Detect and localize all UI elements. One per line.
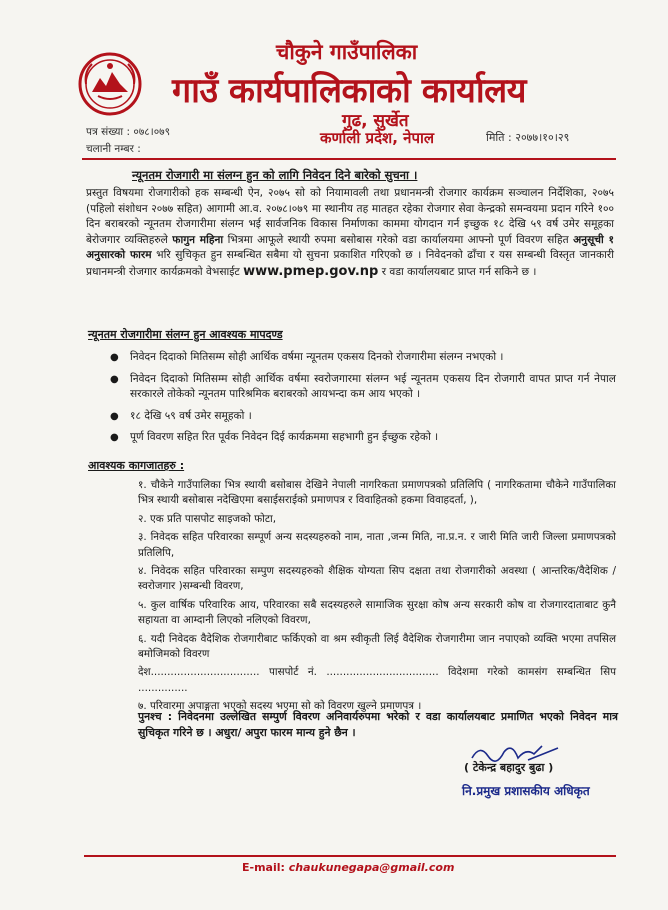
para-part-f: र वडा कार्यालयबाट प्राप्त गर्न सकिने छ । bbox=[381, 265, 537, 278]
document-item: २. एक प्रति पासपोट साइजको फोटा, bbox=[138, 512, 277, 525]
criteria-item: ● १८ देखि ५९ वर्ष उमेर समूहको । bbox=[108, 409, 616, 425]
para-part-c: भित्रमा आफूले स्थायी रुपमा बसोबास गरेको वडा कार्यालयमा आफ्नो पूर्ण विवरण सहित bbox=[227, 233, 569, 246]
notice-title: न्यूनतम रोजगारी मा संलग्न हुन को लागि निवेदन दिने बारेको सुचना । bbox=[132, 168, 418, 182]
office-name: गाउँ कार्यपालिकाको कार्यालय bbox=[172, 71, 526, 111]
footer-divider bbox=[84, 855, 616, 857]
document-item: ७. परिवारमा अपाङ्गता भएको सदस्य भएमा सो को विवरण खुल्ने प्रमाणपत्र । bbox=[138, 700, 422, 713]
documents-list bbox=[138, 478, 616, 718]
document-item: देश................................. पासपोर्ट नं. .................................. विदेशमा गरेको कामसंग सम्बन्धित सिप ............... bbox=[138, 666, 616, 694]
email-label: E-mail: bbox=[242, 861, 285, 874]
municipality-name: चौकुने गाउँपालिका bbox=[276, 40, 418, 64]
dispatch-number: चलानी नम्बर : bbox=[86, 143, 141, 155]
criteria-item: ● पूर्ण विवरण सहित रित पूर्वक निवेदन दिई कार्यक्रममा सहभागी हुन ईच्छुक रहेको । bbox=[108, 430, 616, 446]
signatory-name: ( टेकेन्द्र बहादुर बुढा ) bbox=[464, 761, 554, 774]
footer-email bbox=[242, 861, 454, 874]
criteria-item: ● निवेदन दिदाको मितिसम्म सोही आर्थिक वर्षमा स्वरोजगारमा संलग्न भई न्यूनतम एकसय दिन रोजगारी वापत प्राप्त गर्न नेपाल सरकारले तोकेको न्यूनतम पारिश्रमिक बराबरको आयभन्दा कम आय भएको । bbox=[108, 372, 616, 403]
signatory-title: नि.प्रमुख प्रशासकीय अधिकृत bbox=[462, 784, 590, 798]
notice-paragraph bbox=[86, 186, 614, 281]
para-form-ref: अनुसूची १ अनुसारको फारम bbox=[86, 233, 614, 262]
criteria-list bbox=[108, 350, 616, 452]
para-deadline: फागुन महिना bbox=[172, 233, 224, 246]
letter-date: मिति : २०७७।१०।२९ bbox=[486, 131, 570, 144]
postscript-note: पुनश्च : निवेदनमा उल्लेखित सम्पुर्ण विवरण अनिवार्यरुपमा भरेको र वडा कार्यालयबाट प्रमाणित भएको निवेदन मात्र सुचिकृत गरिने छ । अधुरा/ अपुरा फारम मान्य हुने छैन । bbox=[138, 710, 618, 739]
email-link[interactable]: chaukunegapa@gmail.com bbox=[288, 861, 455, 874]
criteria-item: ● निवेदन दिदाको मितिसम्म सोही आर्थिक वर्षमा न्यूनतम एकसय दिनको रोजगारीमा संलग्न नभएको । bbox=[108, 350, 616, 366]
office-location: गुढ, सुर्खेत bbox=[342, 111, 409, 131]
province-country: कर्णाली प्रदेश, नेपाल bbox=[320, 129, 435, 147]
document-item: ६. यदी निवेदक वैदेशिक रोजगारीबाट फर्किएको वा श्रम स्वीकृती लिई वैदेशिक रोजगारीमा जान नपाएको व्यक्ति भएमा तपसिल बमोजिमको विवरण bbox=[138, 632, 616, 661]
documents-title: आवश्यक कागजातहरु : bbox=[88, 459, 185, 472]
document-item: ३. निवेदक सहित परिवारका सम्पूर्ण अन्य सदस्यहरुको नाम, नाता ,जन्म मिति, ना.प्र.न. र जारी मिति जारी जिल्ला प्रमाणपत्रको प्रतिलिपि, bbox=[138, 531, 616, 559]
website-link[interactable]: www.pmep.gov.np bbox=[243, 263, 379, 279]
para-part-a: प्रस्तुत विषयमा रोजगारीको हक सम्बन्धी ऐन, २०७५ सो को नियामावली तथा प्रधानमन्त्री रोजगार कार्यक्रम सञ्चालन निर्देशिका, २०७५ (पहिलो संशोधन २०७७ सहित) आगामी आ.व. २०७८।०७९ मा स्थानीय तह मातहत रहेका रोजगार सेवा केन्द्रको समन्वयमा प्रदान गरिने १०० दिन बराबरको न्यूनतम रोजगारीमा संलग्न भई सार्वजनिक विकास निर्माणका काममा योगदान गर्न इच्छुक १८ देखि ५९ वर्ष उमेर समूहका बेरोजगार व्यक्तिहरुले bbox=[86, 187, 614, 246]
nepal-government-emblem-icon bbox=[78, 52, 142, 116]
criteria-title: न्यूनतम रोजगारीमा संलग्न हुन आवश्यक मापदण्ड bbox=[88, 328, 283, 341]
header-divider bbox=[82, 158, 616, 160]
para-part-e: भरि सुचिकृत हुन सम्बन्धित सबैमा यो सुचना प्रकाशित गरिएको छ । निवेदनको ढाँचा र यस सम्बन्धी विस्तृत जानकारी प्रधानमन्त्री रोजगार कार्यक्रमको वेभसाईट bbox=[86, 249, 614, 278]
letter-number: पत्र संख्या : ०७८।०७९ bbox=[86, 126, 171, 138]
document-item: ४. निवेदक सहित परिवारका सम्पुण सदस्यहरुको शैक्षिक योग्यता सिप दक्षता तथा रोजगारीको अवस्था ( आन्तरिक/वैदेशिक /स्वरोजगार )सम्बन्धी विवरण, bbox=[138, 565, 616, 593]
document-item: ५. कुल वार्षिक परिवारिक आय, परिवारका सबै सदस्यहरुले सामाजिक सुरक्षा कोष अन्य सरकारी कोष वा रोजगारदाताबाट कुनै सहायता वा आम्दानी लिएको नलिएको विवरण, bbox=[138, 598, 616, 627]
document-item: १. चौकेने गाउँपालिका भित्र स्थायी बसोबास देखिने नेपाली नागरिकता प्रमाणपत्रको प्रतिलिपि ( नागरिकतामा चौकेने गाउँपालिका भित्र स्थायी बसोबास नदेखिएमा बसाईसराईको प्रमाणपत्र र विवाहितको हकमा विवाहदर्ता, ), bbox=[138, 479, 616, 507]
